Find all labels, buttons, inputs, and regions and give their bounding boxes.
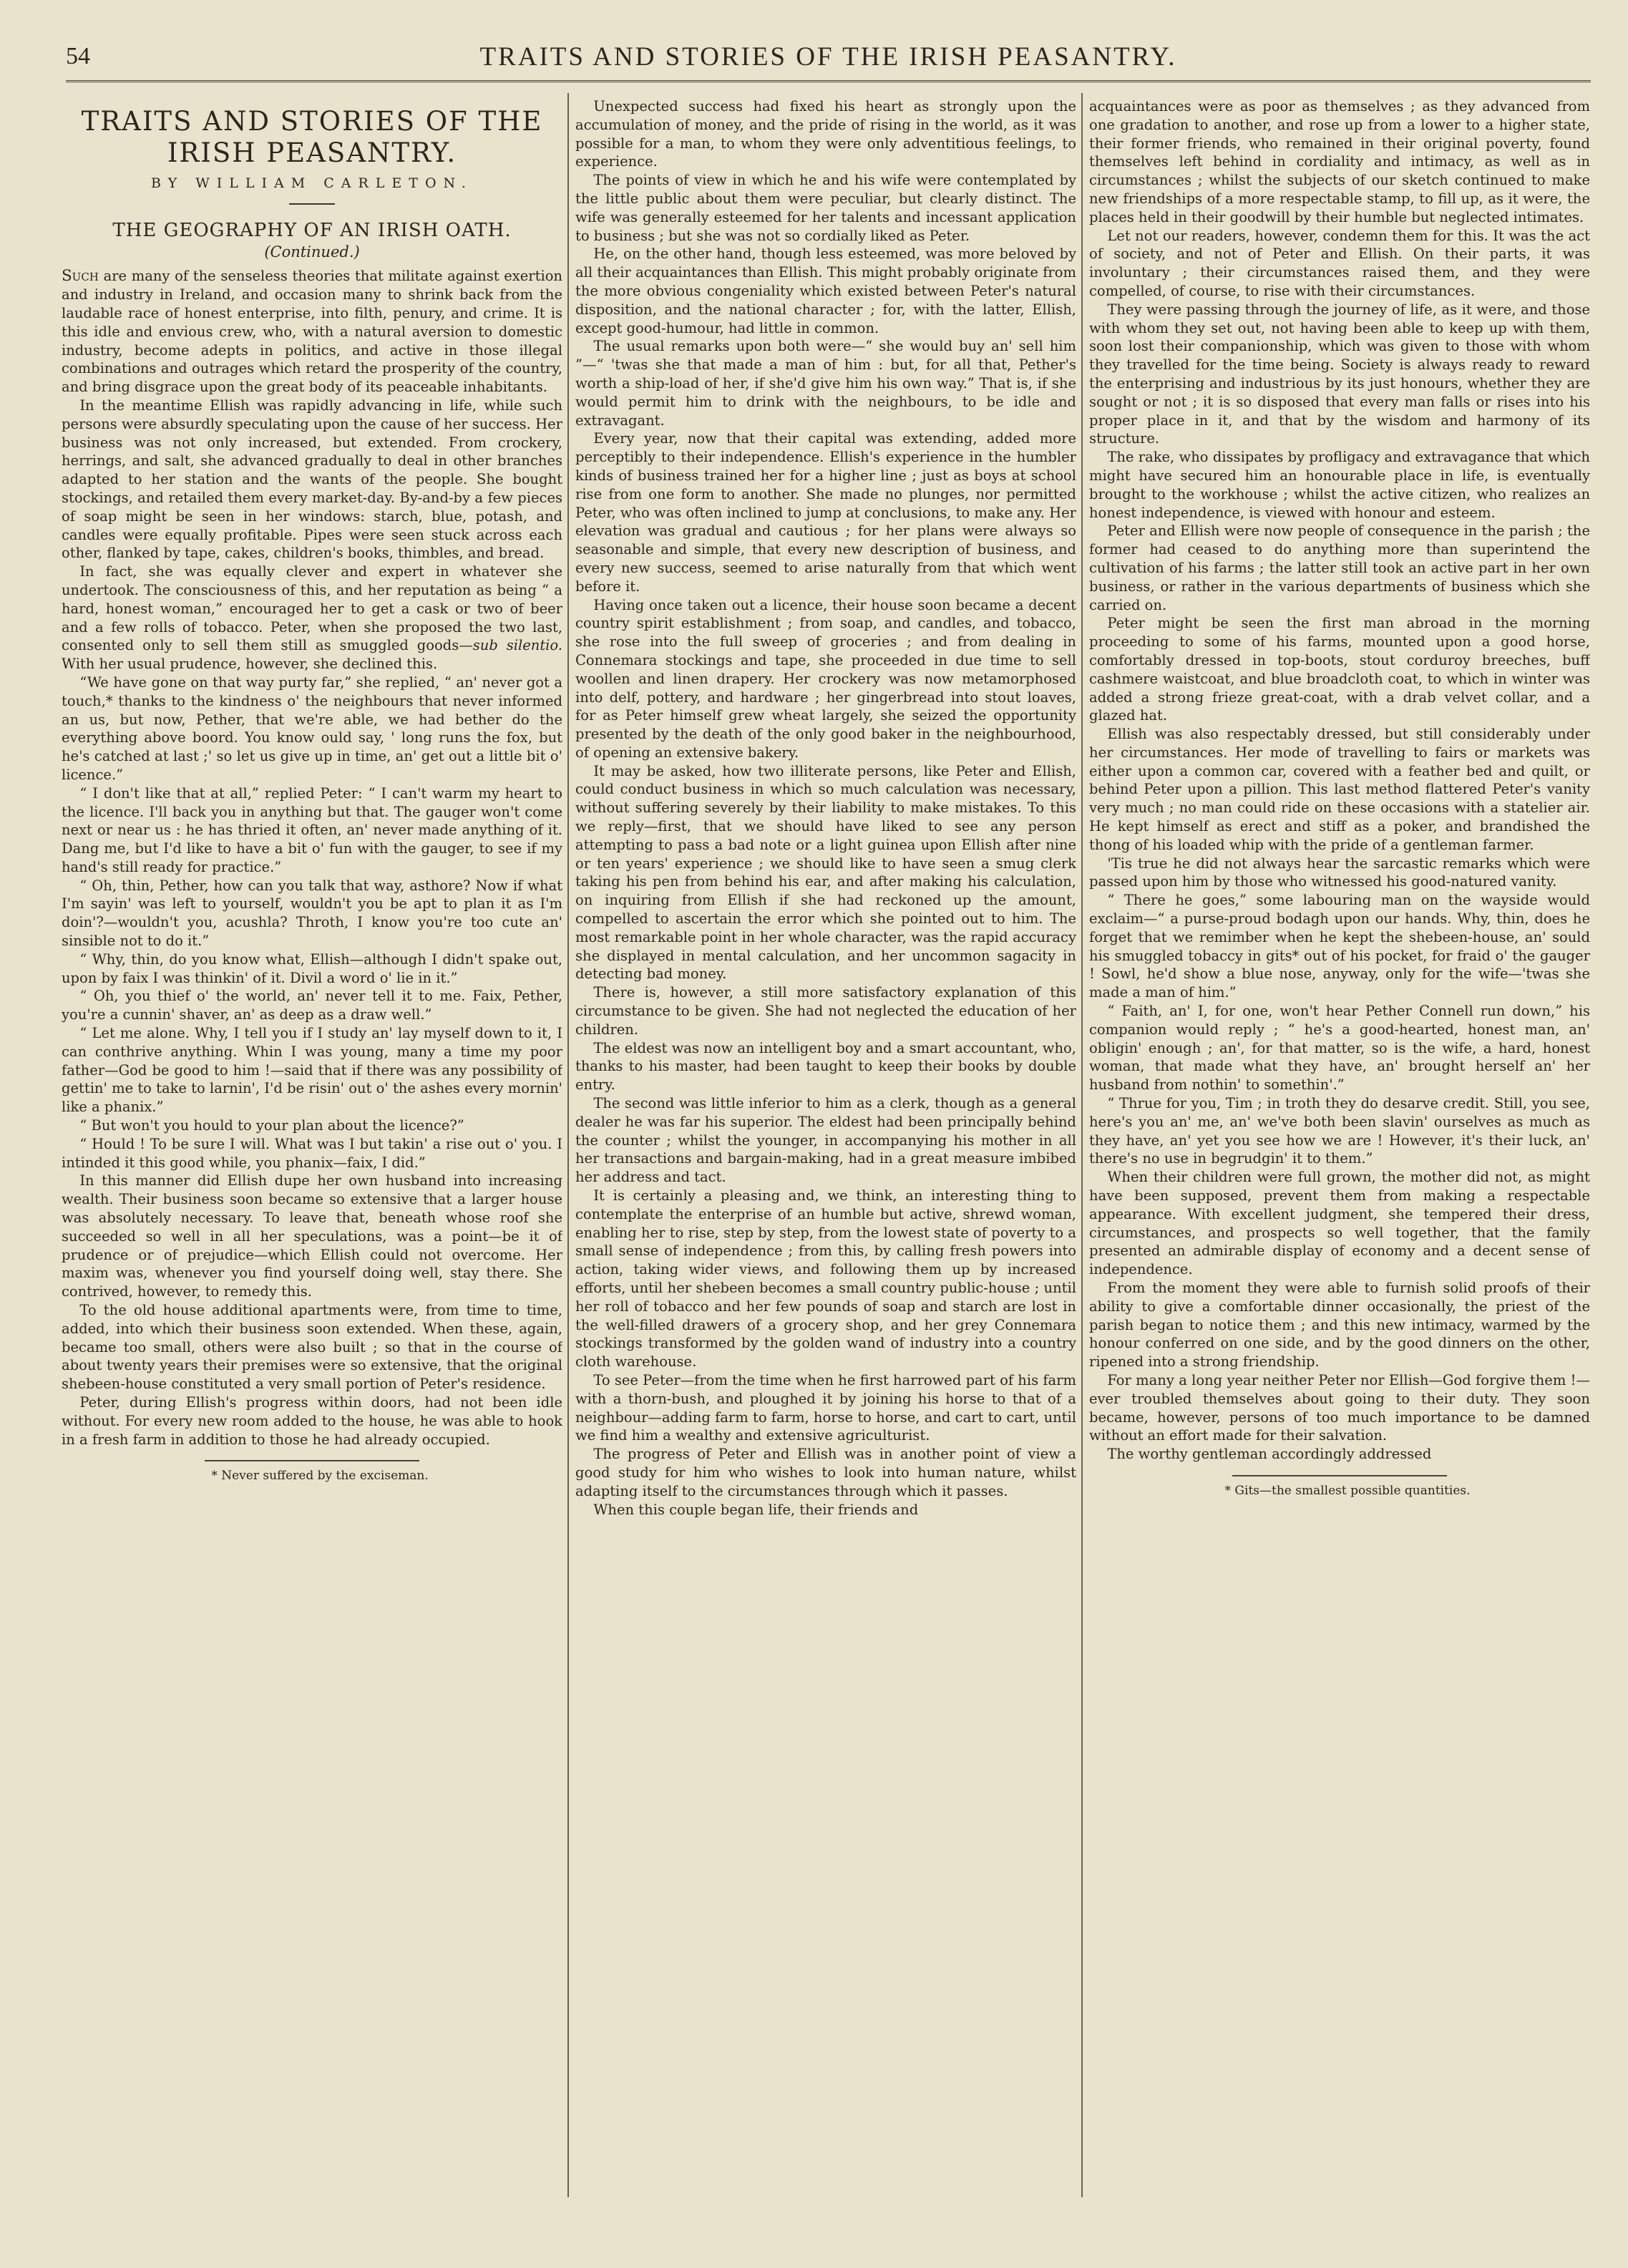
paragraph: When their children were full grown, the mother did not, as might have been supposed, prevent them from making a respectable appearance. With excellent judgment, she tempered their dress, circumstances, and prospects so well together, that the family presented an admirable display of economy and a decent sense of independence. <box>1089 1169 1590 1278</box>
paragraph: The worthy gentleman accordingly addressed <box>1107 1446 1432 1463</box>
paragraph: The progress of Peter and Ellish was in another point of view a good study for him who wishes to look into human nature, whilst adapting itself to the circumstances through which it passes. <box>575 1446 1076 1499</box>
column-2 <box>575 97 1076 2242</box>
paragraph-text: In fact, she was equally clever and expert in whatever she undertook. The consciousness of this, and her reputation as being “ a hard, honest woman,” encouraged her to get a cask or two of beer and a few rolls of tobacco. Peter, when she proposed the two last, consented only to sell them still as smuggled goods— <box>62 563 562 654</box>
column-1 <box>62 97 562 2242</box>
continued-note: (Continued.) <box>264 243 360 261</box>
paragraph: The rake, who dissipates by profligacy and extravagance that which might have secured him an honourable place in life, is eventually brought to the workhouse ; whilst the active citizen, who realizes an honest independence, is viewed with honour and esteem. <box>1089 449 1590 521</box>
paragraph: acquaintances were as poor as themselves ; as they advanced from one gradation to another, and rose up from a lower to a higher state, their former friends, who remained in their original poverty, found themselves left behind in cordiality and intimacy, as well as in circumstances ; whilst the subjects of our sketch continued to make new friendships of a more respectable stamp, to fill up, as it were, the places held in their goodwill by their humble but neglected intimates. <box>1089 98 1590 225</box>
paragraph: “ Let me alone. Why, I tell you if I study an' lay myself down to it, I can conthrive anything. Whin I was young, many a time my poor father—God be good to him !—said that if there was any possibility of gettin' me to take to larnin', I'd be risin' out o' the ashes every mornin' like a phanix.” <box>62 1025 562 1116</box>
paragraph: The points of view in which he and his wife were contemplated by the little public about them were peculiar, but clearly distinct. The wife was generally esteemed for her talents and incessant application to business ; but she was not so cordially liked as Peter. <box>575 172 1076 244</box>
byline: BY WILLIAM CARLETON. <box>151 175 473 191</box>
paragraph: “ There he goes,” some labouring man on the wayside would exclaim—“ a purse-proud bodagh upon our hands. Why, thin, does he forget that we remimber when he kept the shebeen-house, an' sould his smuggled tobaccy in gits* out of his pocket, for fraid o' the gauger ! Sowl, he'd show a blue nose, anyway, only for the wife—'twas she made a man of him.” <box>1089 892 1590 1001</box>
column-rule <box>1081 93 1083 2197</box>
paragraph: They were passing through the journey of life, as it were, and those with whom they set out, not having been able to keep up with them, soon lost their companionship, which was given to those with whom they travelled for the time being. Society is always ready to reward the enterprising and industrious by its just honours, whether they are sought or not ; it is so disposed that every man falls or rises into his proper place in it, and that by the wisdom and harmony of its structure. <box>1089 301 1590 447</box>
column-3 <box>1089 97 1590 2242</box>
paragraph: In this manner did Ellish dupe her own husband into increasing wealth. Their business soon became so extensive that a larger house was absolutely necessary. To leave that, beneath whose roof she succeeded so well in all her speculations, was a point—be it of prudence or of prejudice—which Ellish could not overcome. Her maxim was, whenever you find yourself doing well, stay there. She contrived, however, to remedy this. <box>62 1172 562 1300</box>
paragraph: “ Hould ! To be sure I will. What was I but takin' a rise out o' you. I intinded it this good while, you phanix—faix, I did.” <box>62 1135 562 1171</box>
page-number: 54 <box>66 43 90 69</box>
footnote: * Never suffered by the exciseman. <box>211 1469 429 1484</box>
paragraph: “ Oh, you thief o' the world, an' never tell it to me. Faix, Pether, you're a cunnin' shaver, an' as deep as a draw well.” <box>62 988 562 1023</box>
paragraph: Let not our readers, however, condemn them for this. It was the act of society, and not of Peter and Ellish. On their parts, it was involuntary ; their circumstances raised them, and they were compelled, of course, to rise with their circumstances. <box>1089 227 1590 299</box>
running-head <box>66 40 1591 82</box>
footnote-rule <box>1232 1475 1447 1476</box>
paragraph: To see Peter—from the time when he first harrowed part of his farm with a thorn-bush, and ploughed it by joining his horse to that of a neighbour—adding farm to farm, horse to horse, and cart to cart, until we find him a wealthy and extensive agriculturist. <box>575 1371 1076 1444</box>
paragraph: 'Tis true he did not always hear the sarcastic remarks which were passed upon him by those who witnessed his good-natured vanity. <box>1089 855 1590 890</box>
paragraph: Peter might be seen the first man abroad in the morning proceeding to some of his farms, mounted upon a good horse, comfortably dressed in top-boots, stout corduroy breeches, buff cashmere waistcoat, and blue broadcloth coat, to which in winter was added a strong frieze great-coat, with a drab velvet collar, and a glazed hat. <box>1089 615 1590 724</box>
paragraph: When this couple began life, their friends and <box>593 1501 919 1518</box>
title-divider <box>289 203 335 205</box>
paragraph-text: With her usual prudence, however, she declined this. <box>62 656 438 673</box>
paragraph: In the meantime Ellish was rapidly advancing in life, while such persons were absurdly speculating upon the cause of her success. Her business was not only increased, but extended. From crockery, herrings, and salt, she advanced gradually to deal in other branches adapted to her station and the wants of the people. She bought stockings, and retailed them every market-day. By-and-by a few pieces of soap might be seen in her windows: starch, blue, potash, and candles were equally profitable. Pipes were seen stuck across each other, flanked by tape, cakes, children's books, thimbles, and bread. <box>62 396 562 562</box>
paragraph: The usual remarks upon both were—“ she would buy an' sell him ”—“ 'twas she that made a man of him : but, for all that, Pether's worth a ship-load of her, if she'd give him his own way.” That is, if she would permit him to drink with the neighbours, to be idle and extravagant. <box>575 338 1076 429</box>
section-title: THE GEOGRAPHY OF AN IRISH OATH. <box>112 219 512 241</box>
paragraph: “ Faith, an' I, for one, won't hear Pether Connell run down,” his companion would reply ; “ he's a good-hearted, honest man, an' obligin' enough ; an', for that matter, so is the wife, a hard, honest woman, that made what they have, an' brought herself an' her husband from nothin' to somethin'.” <box>1089 1003 1590 1094</box>
article-title: TRAITS AND STORIES OF THE IRISH PEASANTRY. <box>81 106 543 168</box>
paragraph: Ellish was also respectably dressed, but still considerably under her circumstances. Her mode of travelling to fairs or markets was either upon a common car, covered with a feather bed and quilt, or behind Peter upon a pillion. This last method flattered Peter's vanity very much ; no man could ride on these occasions with a statelier air. He kept himself as erect and stiff as a poker, and brandished the thong of his loaded whip with the pride of a gentleman farmer. <box>1089 726 1590 853</box>
paragraph-text: are many of the senseless theories that militate against exertion and industry in Ireland, and occasion many to shrink back from the laudable race of honest enterprise, into filth, penury, and crime. It is this idle and envious crew, who, with a natural aversion to domestic industry, become adepts in politics, and active in those illegal combinations and outrages which retard the prosperity of the country, and bring disgrace upon the great body of its peaceable inhabitants. <box>62 268 562 396</box>
paragraph: From the moment they were able to furnish solid proofs of their ability to give a comfortable dinner occasionally, the priest of the parish began to notice them ; and this new intimacy, warmed by the honour conferred on one side, and by the good dinners on the other, ripened into a strong friendship. <box>1089 1280 1590 1371</box>
column-rule <box>567 93 569 2197</box>
paragraph: “ Oh, thin, Pether, how can you talk that way, asthore? Now if what I'm sayin' was left to yourself, wouldn't you be apt to plan it as I'm doin'?—wouldn't you, acushla? Throth, I know you're too cute an' sinsible not to do it.” <box>62 877 562 950</box>
paragraph: Peter and Ellish were now people of consequence in the parish ; the former had ceased to do anything more than superintend the cultivation of his farms ; the latter still took an active part in her own business, or rather in the various departments of business which she carried on. <box>1089 522 1590 613</box>
paragraph: Having once taken out a licence, their house soon became a decent country spirit establishment ; from soap, and candles, and tobacco, she rose into the full sweep of groceries ; and from dealing in Connemara stockings and tape, she proceeded in due time to sell woollen and linen drapery. Her crockery was now metamorphosed into delf, pottery, and hardware ; her gingerbread into stout loaves, for as Peter himself grew wheat largely, she seized the opportunity presented by the death of the only good baker in the neighbourhood, of opening an extensive bakery. <box>575 596 1076 761</box>
paragraph: “ Why, thin, do you know what, Ellish—although I didn't spake out, upon by faix I was thinkin' of it. Divil a word o' lie in it.” <box>62 950 562 986</box>
paragraph: For many a long year neither Peter nor Ellish—God forgive them !—ever troubled themselves about going to their duty. They soon became, however, persons of too much importance to be damned without an effort made for their salvation. <box>1089 1371 1590 1444</box>
paragraph: “ But won't you hould to your plan about the licence?” <box>79 1117 464 1134</box>
paragraph <box>62 563 562 673</box>
paragraph: Unexpected success had fixed his heart as strongly upon the accumulation of money, and the pride of rising in the world, as it was possible for a man, to whom they were only adventitious feelings, to experience. <box>575 98 1076 170</box>
paragraph: The eldest was now an intelligent boy and a smart accountant, who, thanks to his master, had been taught to keep their books by double entry. <box>575 1039 1076 1094</box>
running-title: TRAITS AND STORIES OF THE IRISH PEASANTRY. <box>479 42 1177 72</box>
paragraph: “We have gone on that way purty far,” she replied, “ an' never got a touch,* thanks to the kindness o' the neighbours that never informed an us, but now, Pether, that we're able, we had bether do the everything above boord. You know ould say, ' long runs the fox, but he's catched at last ;' so let us give up in time, an' get out a little bit o' licence.” <box>62 673 562 783</box>
paragraph: “ Thrue for you, Tim ; in troth they do desarve credit. Still, you see, here's you an' me, an' we've both been slavin' ourselves as much as they have, an' yet you see how we are ! However, it's their luck, an' there's no use in begrudgin' it to them.” <box>1089 1095 1590 1167</box>
paragraph: Peter, during Ellish's progress within doors, had not been idle without. For every new room added to the house, he was able to hook in a fresh farm in addition to those he had already occupied. <box>62 1394 562 1448</box>
paragraph: It may be asked, how two illiterate persons, like Peter and Ellish, could conduct business in which so much calculation was necessary, without suffering severely by their liability to make mistakes. To this we reply—first, that we should have liked to see any person attempting to pass a bad note or a light guinea upon Ellish after nine or ten years' experience ; we should like to have seen a smug clerk taking his pen from behind his ear, and after making his calculation, on inquiring from Ellish if she had reckoned up the amount, compelled to ascertain the error which she pointed out to him. The most remarkable point in her whole character, was the rapid accuracy she displayed in mental calculation, and her uncommon sagacity in detecting bad money. <box>575 762 1076 983</box>
paragraph: The second was little inferior to him as a clerk, though as a general dealer he was far his superior. The eldest had been principally behind the counter ; whilst the younger, in accompanying his mother in all her transactions and bargain-making, had in a great measure imbibed her address and tact. <box>575 1095 1076 1186</box>
paragraph: Every year, now that their capital was extending, added more perceptibly to their independence. Ellish's experience in the humbler kinds of business trained her for a higher line ; just as boys at school rise from one form to another. She made no plunges, nor permitted Peter, who was often inclined to jump at conclusions, to make any. Her elevation was gradual and cautious ; for her plans were always so seasonable and simple, that every new description of business, and every new success, seemed to arise naturally from that which went before it. <box>575 430 1076 595</box>
drop-word: Such <box>62 267 99 286</box>
paragraph: There is, however, a still more satisfactory explanation of this circumstance to be given. She had not neglected the education of her children. <box>575 984 1076 1038</box>
paragraph: He, on the other hand, though less esteemed, was more beloved by all their acquaintances than Ellish. This might probably originate from the more obvious congeniality which existed between Peter's natural disposition, and the national character ; for, with the latter, Ellish, except good-humour, had little in common. <box>575 245 1076 336</box>
footnote-rule <box>205 1460 419 1461</box>
paragraph: “ I don't like that at all,” replied Peter: “ I can't warm my heart to the licence. I'll back you in anything but that. The gauger won't come next or near us : he has thried it often, an' never made anything of it. Dang me, but I'd like to have a bit o' fun with the gauger, to see if my hand's still ready for practice.” <box>62 784 562 875</box>
paragraph <box>62 267 562 396</box>
footnote: * Gits—the smallest possible quantities. <box>1224 1483 1471 1498</box>
paragraph: To the old house additional apartments were, from time to time, added, into which their business soon extended. When these, again, became too small, others were also built ; so that in the course of about twenty years their premises were so extensive, that the original shebeen-house constituted a very small portion of Peter's residence. <box>62 1302 562 1393</box>
latin-phrase: sub silentio. <box>472 637 562 654</box>
paragraph: It is certainly a pleasing and, we think, an interesting thing to contemplate the enterprise of an humble but active, shrewd woman, enabling her to rise, step by step, from the lowest state of poverty to a small sense of independence ; from this, by calling fresh powers into action, taking wider views, and following them up by increased efforts, until her shebeen becomes a small country public-house ; until her roll of tobacco and her few pounds of soap and starch are lost in the well-filled drawers of a grocery shop, and her grey Connemara stockings transformed by the golden wand of industry into a country cloth warehouse. <box>575 1187 1076 1371</box>
